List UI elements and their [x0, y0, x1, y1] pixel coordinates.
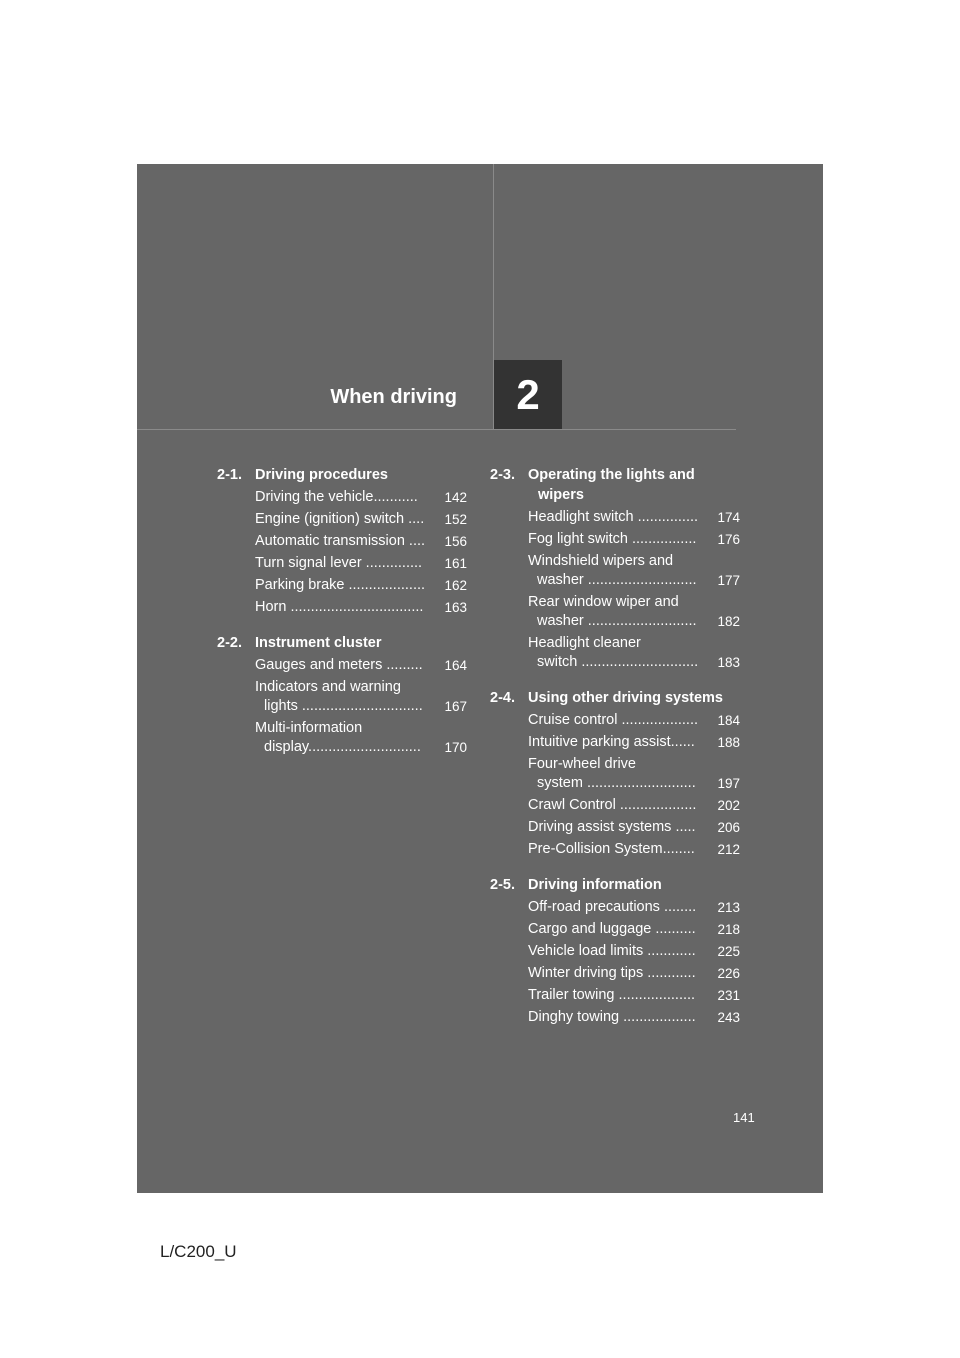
toc-entry-title: [528, 552, 710, 590]
page-number: 141: [733, 1110, 755, 1125]
toc-entry-title: [528, 755, 710, 793]
toc-entry-page: 162: [444, 578, 467, 593]
toc-entry-page: 156: [444, 534, 467, 549]
toc-entry[interactable]: [528, 920, 740, 939]
toc-entry-page: 161: [444, 556, 467, 571]
toc-entry-title: [255, 488, 437, 507]
section-number: 2-4.: [490, 690, 515, 706]
section-title: [528, 875, 740, 895]
toc-entry[interactable]: [255, 510, 467, 529]
toc-entry-line: Windshield wipers and: [528, 553, 674, 569]
toc-entry-title: [255, 554, 437, 573]
toc-entry-line: switch .............................: [537, 654, 699, 670]
toc-entry[interactable]: [255, 678, 467, 716]
toc-entry-line: Cruise control ...................: [528, 712, 699, 728]
toc-entry-title: [255, 532, 437, 551]
section-heading[interactable]: [217, 465, 467, 485]
toc-entry-title: [528, 964, 710, 983]
section-entries: [528, 898, 740, 1027]
toc-entry[interactable]: [255, 576, 467, 595]
toc-section: [490, 875, 740, 1027]
toc-entry-title: [255, 678, 437, 716]
section-title-line: Driving information: [528, 877, 662, 893]
toc-entry-page: 243: [717, 1010, 740, 1025]
toc-section: [217, 633, 467, 757]
toc-entry[interactable]: [528, 818, 740, 837]
toc-section: [217, 465, 467, 617]
toc-entry-title: [528, 508, 710, 527]
section-entries: [528, 711, 740, 859]
toc-entry-title: [528, 634, 710, 672]
toc-entry-line: Headlight switch ...............: [528, 509, 699, 525]
toc-section: [490, 465, 740, 672]
toc-entry-page: 164: [444, 658, 467, 673]
chapter-title: When driving: [330, 386, 457, 408]
toc-entry[interactable]: [528, 508, 740, 527]
toc-entry-title: [255, 656, 437, 675]
section-entries: [528, 508, 740, 672]
toc-entry-page: 226: [717, 966, 740, 981]
toc-entry-page: 213: [717, 900, 740, 915]
toc-entry-line: washer ...........................: [537, 572, 697, 588]
toc-entry-line: Four-wheel drive: [528, 756, 636, 772]
toc-entry[interactable]: [255, 532, 467, 551]
toc-entry-line: Fog light switch ................: [528, 531, 697, 547]
toc-entry[interactable]: [528, 634, 740, 672]
toc-entry-line: Intuitive parking assist......: [528, 734, 695, 750]
toc-entry[interactable]: [528, 755, 740, 793]
toc-entry-page: 174: [717, 510, 740, 525]
chapter-panel: [137, 164, 823, 1193]
toc-entry[interactable]: [528, 942, 740, 961]
section-number: 2-1.: [217, 467, 242, 483]
section-title: [255, 465, 467, 485]
toc-entry[interactable]: [528, 1008, 740, 1027]
toc-entry-line: Parking brake ...................: [255, 577, 426, 593]
toc-entry-page: 163: [444, 600, 467, 615]
toc-entry-page: 231: [717, 988, 740, 1003]
toc-entry-page: 206: [717, 820, 740, 835]
toc-entry-line: Cargo and luggage ..........: [528, 921, 696, 937]
toc-entry-line: Crawl Control ...................: [528, 797, 697, 813]
toc-entry-title: [255, 598, 437, 617]
section-title: [528, 688, 740, 708]
toc-entry-title: [528, 733, 710, 752]
toc-entry-line: Rear window wiper and: [528, 594, 679, 610]
toc-entry[interactable]: [528, 796, 740, 815]
section-number: 2-3.: [490, 467, 515, 483]
toc-entry-line: Trailer towing ...................: [528, 987, 696, 1003]
toc-entry-title: [255, 510, 437, 529]
toc-entry[interactable]: [528, 733, 740, 752]
toc-entry-title: [528, 530, 710, 549]
chapter-number-box: [494, 360, 562, 429]
section-heading[interactable]: [490, 465, 740, 505]
footer-code: L/C200_U: [160, 1242, 237, 1261]
toc-entry-page: 176: [717, 532, 740, 547]
toc-entry-line: lights ..............................: [264, 698, 423, 714]
toc-entry-line: Winter driving tips ............: [528, 965, 696, 981]
toc-entry-line: Dinghy towing ..................: [528, 1009, 696, 1025]
toc-entry-page: 183: [717, 655, 740, 670]
toc-entry-title: [528, 1008, 710, 1027]
toc-entry-line: washer ...........................: [537, 613, 697, 629]
toc-entry-line: Driving assist systems .....: [528, 819, 696, 835]
toc-entry[interactable]: [255, 656, 467, 675]
section-heading[interactable]: [490, 875, 740, 895]
toc-entry[interactable]: [528, 898, 740, 917]
toc-entry-page: 170: [444, 740, 467, 755]
toc-entry-page: 188: [717, 735, 740, 750]
toc-entry-title: [528, 920, 710, 939]
section-number: 2-2.: [217, 635, 242, 651]
toc-entry[interactable]: [255, 488, 467, 507]
toc-entry[interactable]: [528, 986, 740, 1005]
toc-column-right: [490, 465, 740, 1043]
toc-entry-page: 182: [717, 614, 740, 629]
toc-entry-line: display............................: [264, 739, 421, 755]
toc-entry-line: Automatic transmission ....: [255, 533, 426, 549]
toc-entry-line: Off-road precautions ........: [528, 899, 697, 915]
section-title: [528, 465, 740, 505]
toc-section: [490, 688, 740, 859]
section-title-line: Instrument cluster: [255, 635, 382, 651]
toc-entry-line: Vehicle load limits ............: [528, 943, 696, 959]
toc-entry-page: 142: [444, 490, 467, 505]
toc-entry-page: 202: [717, 798, 740, 813]
toc-entry-title: [528, 711, 710, 730]
toc-entry-title: [255, 576, 437, 595]
toc-entry-title: [255, 719, 437, 757]
toc-entry-title: [528, 898, 710, 917]
section-heading[interactable]: [217, 633, 467, 653]
toc-entry-title: [528, 818, 710, 837]
toc-entry-line: system ...........................: [537, 775, 696, 791]
toc-entry[interactable]: [255, 598, 467, 617]
toc-column-left: [217, 465, 467, 773]
toc-entry-page: 167: [444, 699, 467, 714]
toc-entry-page: 177: [717, 573, 740, 588]
toc-entry[interactable]: [255, 554, 467, 573]
toc-entry-title: [528, 942, 710, 961]
toc-entry-page: 184: [717, 713, 740, 728]
toc-entry-line: Engine (ignition) switch ....: [255, 511, 425, 527]
toc-entry[interactable]: [528, 552, 740, 590]
toc-entry-line: Indicators and warning: [255, 679, 401, 695]
section-title-line: wipers: [538, 487, 584, 503]
header-horizontal-rule: [137, 429, 736, 430]
toc-entry-title: [528, 840, 710, 859]
toc-entry-title: [528, 796, 710, 815]
section-entries: [255, 488, 467, 617]
section-number: 2-5.: [490, 877, 515, 893]
toc-entry-title: [528, 986, 710, 1005]
toc-entry-page: 218: [717, 922, 740, 937]
toc-entry-line: Headlight cleaner: [528, 635, 641, 651]
toc-entry[interactable]: [528, 593, 740, 631]
section-title-line: Driving procedures: [255, 467, 388, 483]
toc-entry-line: Driving the vehicle...........: [255, 489, 418, 505]
toc-entry[interactable]: [255, 719, 467, 757]
toc-entry[interactable]: [528, 840, 740, 859]
toc-entry-line: Multi-information: [255, 720, 363, 736]
section-title-line: Operating the lights and: [528, 467, 695, 483]
toc-entry[interactable]: [528, 711, 740, 730]
toc-entry-page: 225: [717, 944, 740, 959]
toc-entry-page: 212: [717, 842, 740, 857]
toc-entry-page: 197: [717, 776, 740, 791]
section-heading[interactable]: [490, 688, 740, 708]
section-title: [255, 633, 467, 653]
toc-entry-line: Pre-Collision System........: [528, 841, 695, 857]
section-entries: [255, 656, 467, 757]
toc-entry[interactable]: [528, 964, 740, 983]
toc-entry-title: [528, 593, 710, 631]
toc-entry-page: 152: [444, 512, 467, 527]
toc-entry-line: Turn signal lever ..............: [255, 555, 423, 571]
section-title-line: Using other driving systems: [528, 690, 723, 706]
toc-entry-line: Gauges and meters .........: [255, 657, 423, 673]
toc-entry-line: Horn .................................: [255, 599, 424, 615]
toc-entry[interactable]: [528, 530, 740, 549]
chapter-number: 2: [516, 370, 540, 418]
